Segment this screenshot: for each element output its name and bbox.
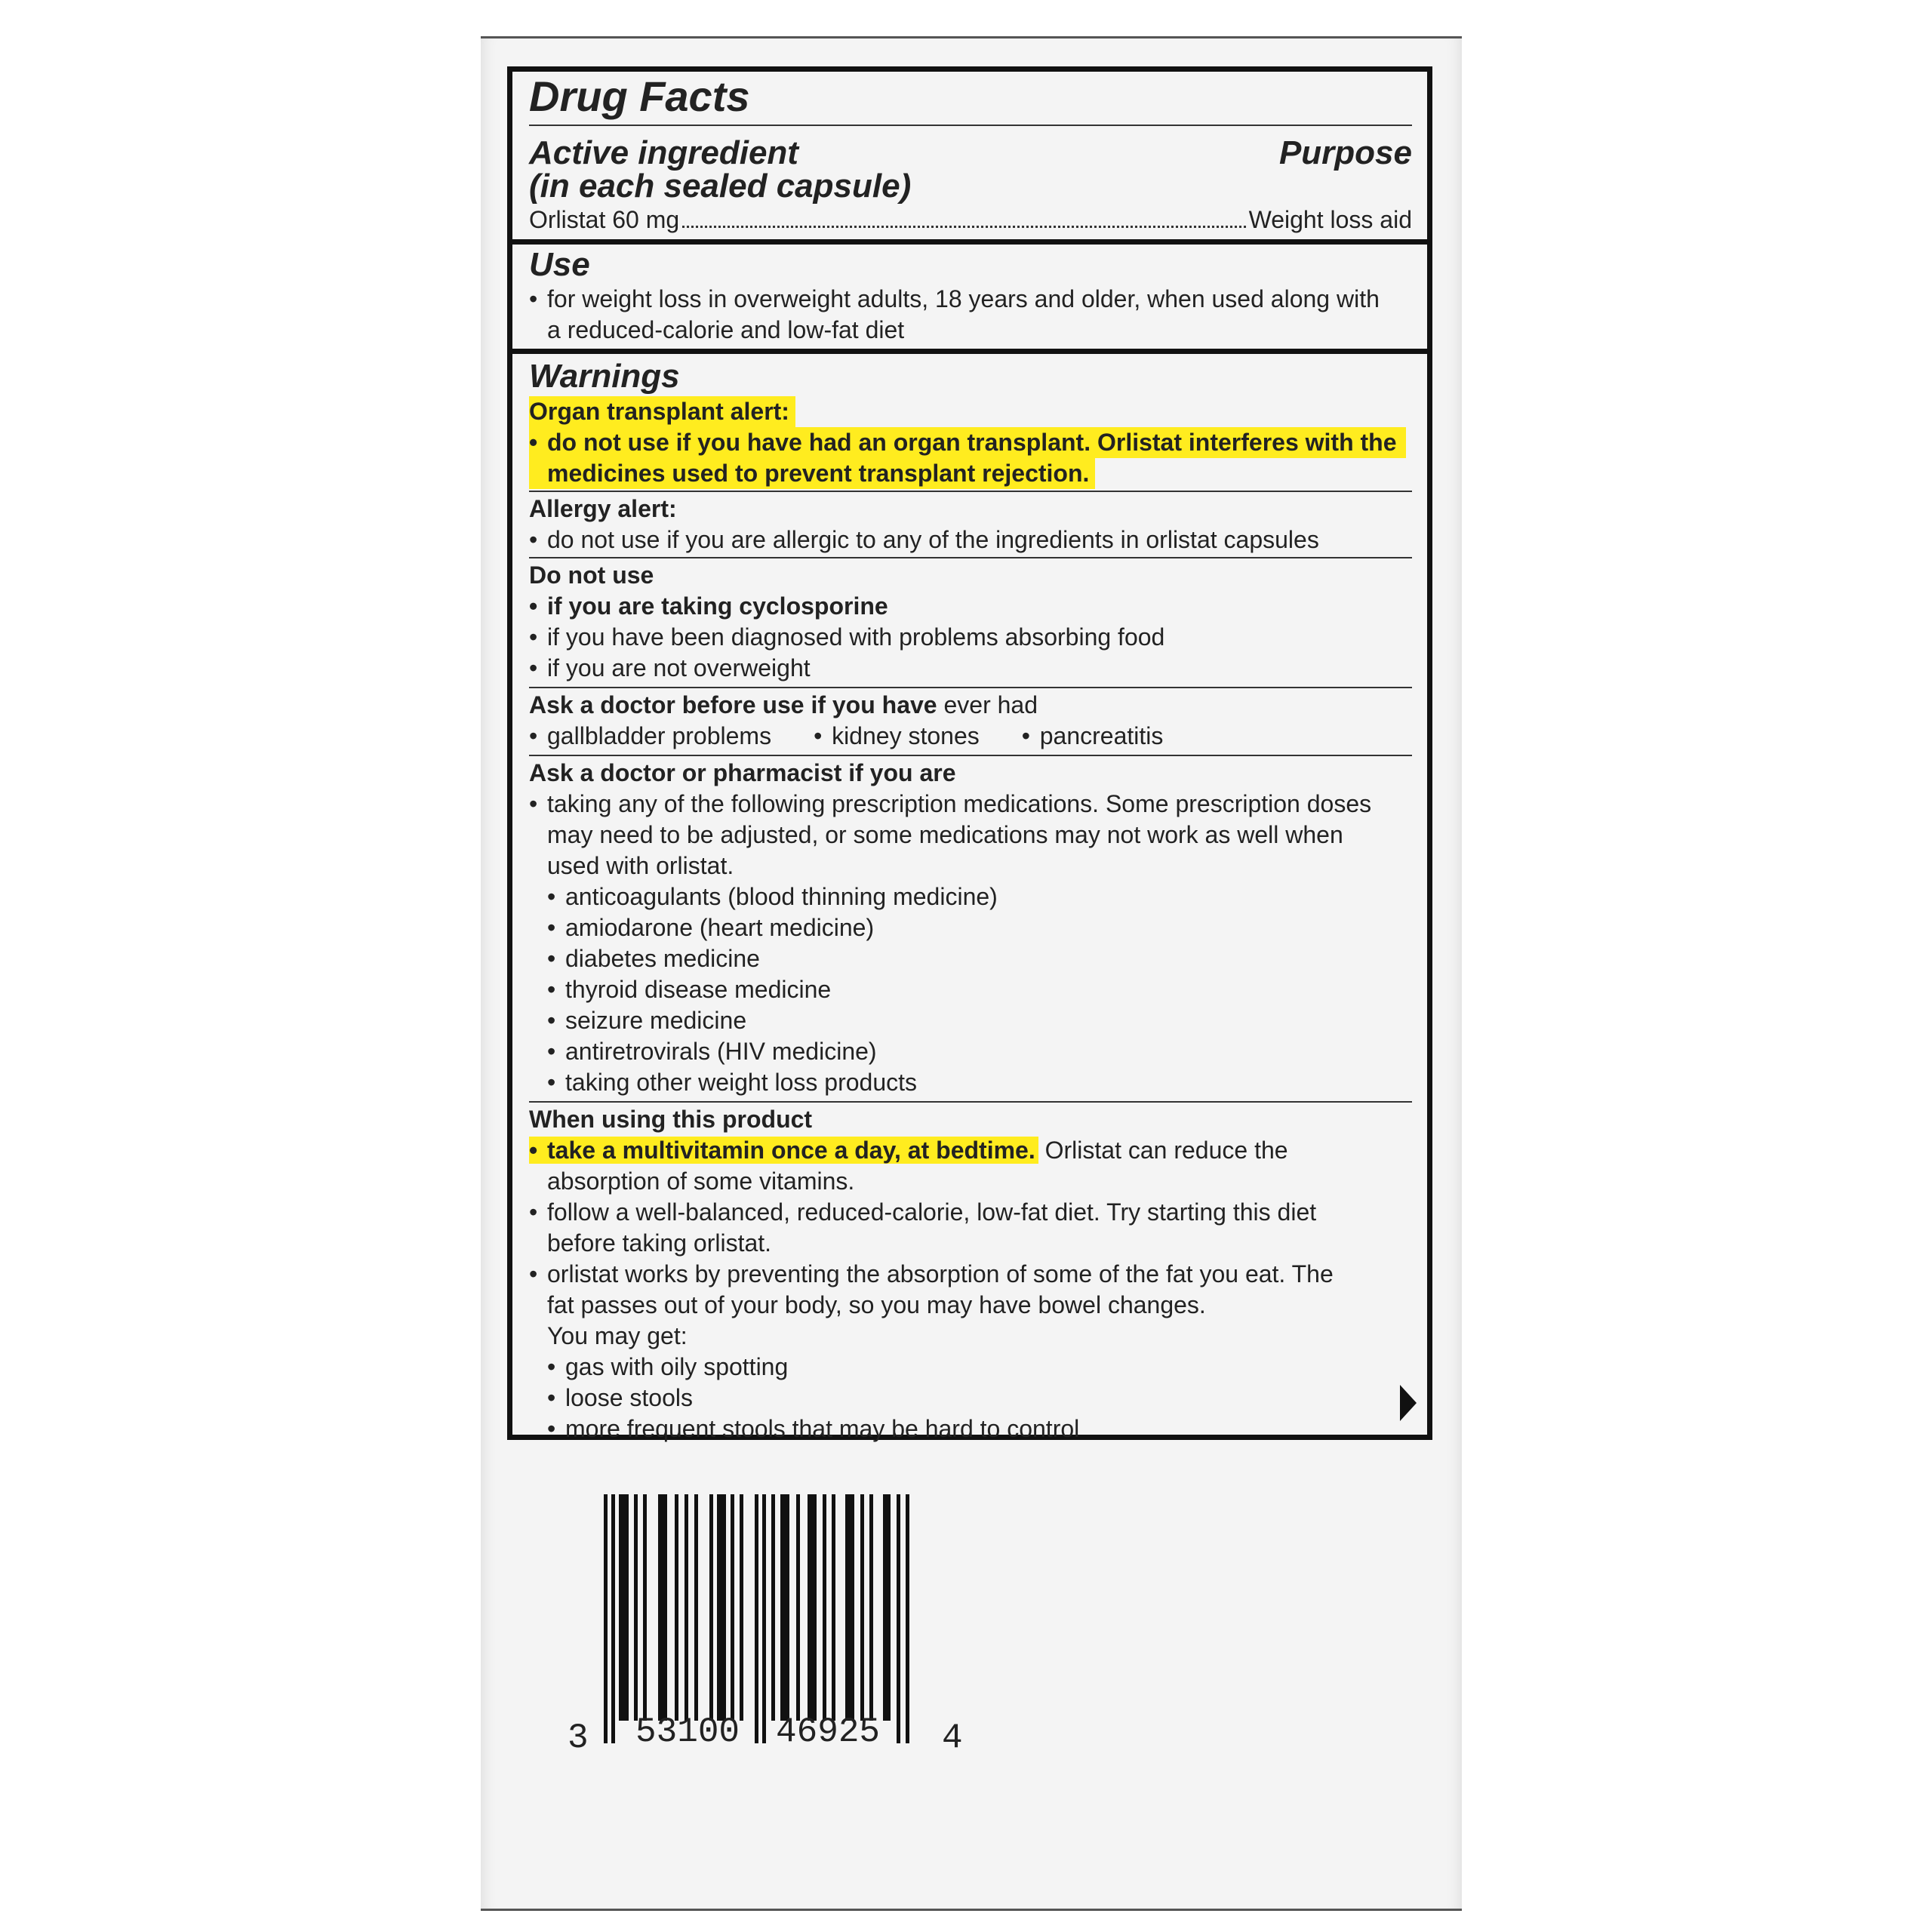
barcode-bar <box>780 1494 789 1721</box>
barcode-bar <box>771 1494 775 1721</box>
medication-item: • thyroid disease medicine <box>529 974 1412 1005</box>
ask-pharmacist-line: taking any of the following prescription medications. Some prescription doses <box>547 790 1372 817</box>
barcode <box>568 1494 974 1766</box>
barcode-bar <box>604 1494 608 1743</box>
barcode-bar <box>731 1494 734 1721</box>
barcode-bar <box>643 1494 647 1721</box>
multivitamin-highlight: • take a multivitamin once a day, at bedtime. <box>529 1137 1038 1164</box>
divider <box>529 687 1412 688</box>
medication-item: • seizure medicine <box>529 1005 1412 1036</box>
divider <box>529 755 1412 756</box>
ask-pharmacist-line: used with orlistat. <box>547 852 734 879</box>
ask-doctor-item: • gallbladder problems <box>529 721 771 752</box>
divider <box>529 557 1412 558</box>
barcode-bar <box>685 1494 688 1721</box>
when-using-heading: When using this product <box>529 1106 813 1133</box>
section-divider <box>512 239 1427 245</box>
barcode-bar <box>796 1494 800 1721</box>
barcode-bar <box>658 1494 667 1721</box>
active-ingredient-subheading: (in each sealed capsule) <box>529 168 912 205</box>
when-using-text: follow a well-balanced, reduced-calorie, low-fat diet. Try starting this diet <box>547 1198 1317 1226</box>
medication-item: • antiretrovirals (HIV medicine) <box>529 1036 1412 1067</box>
when-using-text: absorption of some vitamins. <box>547 1168 855 1195</box>
barcode-check-digit: 4 <box>942 1718 963 1758</box>
barcode-bar <box>619 1494 629 1721</box>
side-effect-item: • more frequent stools that may be hard to control <box>529 1414 1412 1444</box>
ask-doctor-heading <box>529 690 1412 721</box>
drug-facts-panel <box>507 66 1432 1440</box>
do-not-use-item: • if you are not overweight <box>529 653 1412 684</box>
allergy-alert-item: • do not use if you are allergic to any of the ingredients in orlistat capsules <box>529 525 1412 555</box>
do-not-use-item: • if you are taking cyclosporine <box>529 591 1412 622</box>
divider <box>529 1101 1412 1103</box>
divider <box>529 491 1412 492</box>
organ-transplant-alert <box>529 396 1412 489</box>
barcode-bar <box>694 1494 698 1721</box>
barcode-bar <box>869 1494 873 1721</box>
ask-doctor-heading-bold: Ask a doctor before use if you have <box>529 691 937 718</box>
drug-facts-title: Drug Facts <box>529 72 750 120</box>
ingredient-purpose: Weight loss aid <box>1248 206 1412 233</box>
ask-pharmacist-item <box>529 789 1412 881</box>
barcode-right-digits: 46925 <box>776 1712 881 1752</box>
organ-transplant-heading: Organ transplant alert: <box>529 396 795 427</box>
barcode-bar <box>906 1494 909 1743</box>
barcode-bar <box>823 1494 826 1721</box>
ask-doctor-list <box>529 721 1412 752</box>
barcode-bar <box>709 1494 713 1721</box>
active-ingredient-heading: Active ingredient <box>529 134 798 171</box>
do-not-use-item: • if you have been diagnosed with problems absorbing food <box>529 622 1412 653</box>
barcode-bar <box>808 1494 817 1721</box>
medication-item: • anticoagulants (blood thinning medicine) <box>529 881 1412 912</box>
use-heading: Use <box>529 246 590 283</box>
allergy-alert-heading: Allergy alert: <box>529 495 677 522</box>
ingredient-name: Orlistat 60 mg <box>529 206 680 233</box>
when-using-item <box>529 1135 1412 1197</box>
medication-item: • diabetes medicine <box>529 943 1412 974</box>
warnings-heading: Warnings <box>529 358 680 395</box>
ask-doctor-item: • kidney stones <box>814 721 980 752</box>
barcode-bar <box>675 1494 678 1721</box>
side-effect-item: • gas with oily spotting <box>529 1352 1412 1383</box>
barcode-bar <box>634 1494 638 1721</box>
continue-arrow-icon <box>1400 1385 1417 1421</box>
barcode-bar <box>860 1494 864 1721</box>
organ-transplant-line: • do not use if you have had an organ transplant. Orlistat interferes with the <box>529 427 1406 458</box>
barcode-bar <box>611 1494 615 1743</box>
section-divider <box>512 349 1427 354</box>
barcode-lead-digit: 3 <box>568 1718 589 1758</box>
when-using-text: fat passes out of your body, so you may have bowel changes. <box>547 1291 1206 1318</box>
do-not-use-heading: Do not use <box>529 561 654 589</box>
barcode-bar <box>883 1494 891 1721</box>
barcode-bar <box>762 1494 766 1743</box>
when-using-item <box>529 1259 1412 1352</box>
use-line: a reduced-calorie and low-fat diet <box>547 316 905 343</box>
use-line: for weight loss in overweight adults, 18 years and older, when used along with <box>547 285 1380 312</box>
when-using-text: before taking orlistat. <box>547 1229 772 1257</box>
purpose-heading: Purpose <box>1278 134 1412 171</box>
ask-pharmacist-heading: Ask a doctor or pharmacist if you are <box>529 759 956 786</box>
side-effect-item: • loose stools <box>529 1383 1412 1414</box>
barcode-bar <box>717 1494 726 1721</box>
barcode-bar <box>755 1494 758 1743</box>
when-using-text: orlistat works by preventing the absorption of some of the fat you eat. The <box>547 1260 1334 1287</box>
barcode-bar <box>832 1494 835 1721</box>
medication-item: • taking other weight loss products <box>529 1067 1412 1098</box>
when-using-text: Orlistat can reduce the <box>1038 1137 1288 1164</box>
barcode-bar <box>740 1494 743 1721</box>
divider <box>529 125 1412 126</box>
when-using-item <box>529 1197 1412 1259</box>
when-using-text: You may get: <box>547 1322 688 1349</box>
ask-doctor-heading-rest: ever had <box>937 691 1038 718</box>
medication-item: • amiodarone (heart medicine) <box>529 912 1412 943</box>
ask-pharmacist-line: may need to be adjusted, or some medications may not work as well when <box>547 821 1343 848</box>
ingredient-row <box>529 205 1412 235</box>
barcode-bar <box>897 1494 900 1743</box>
organ-transplant-line: medicines used to prevent transplant rejection. <box>529 458 1095 489</box>
dot-leader <box>682 226 1245 228</box>
ask-doctor-item: • pancreatitis <box>1022 721 1164 752</box>
barcode-bar <box>845 1494 854 1721</box>
barcode-left-digits: 53100 <box>635 1712 740 1752</box>
active-ingredient-header <box>529 134 1412 205</box>
use-item <box>529 284 1412 346</box>
